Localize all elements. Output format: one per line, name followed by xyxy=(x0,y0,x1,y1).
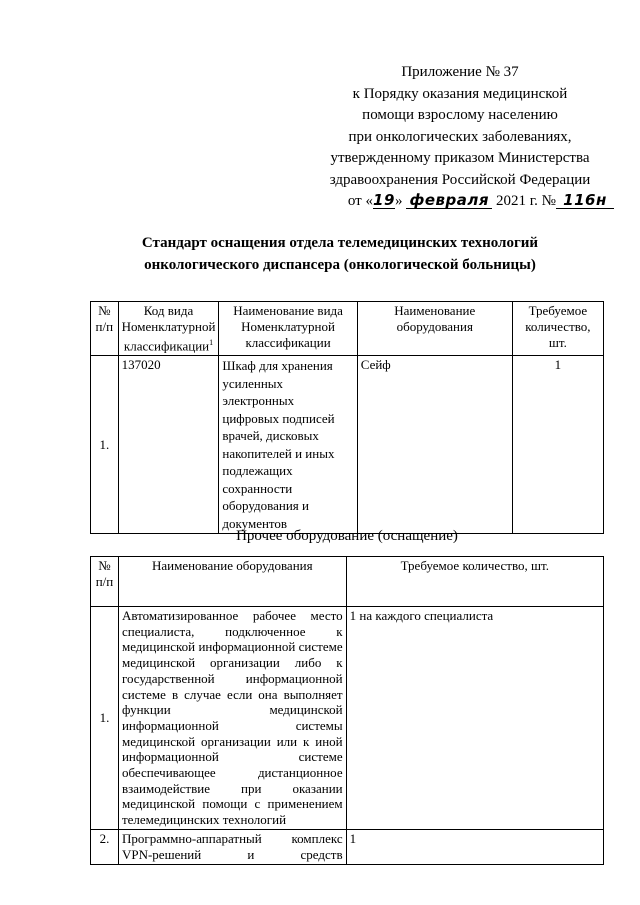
cell-kind: Шкаф для хранения усиленных электронных цифровых подписей врачей, дисковых накопителей и иных подлежащих сохранности оборудования и документов xyxy=(219,356,357,534)
appendix-header xyxy=(300,62,620,213)
header-num: № п/п xyxy=(91,557,119,607)
cell-num: 2. xyxy=(91,829,119,864)
title-line: Стандарт оснащения отдела телемедицинских технологий xyxy=(141,235,539,251)
table-row xyxy=(91,829,604,864)
table-header-row xyxy=(91,557,604,607)
header-qty: Требуемое количество, шт. xyxy=(512,302,603,356)
appendix-line: утвержденному приказом Министерства xyxy=(330,150,590,166)
cell-num: 1. xyxy=(91,356,119,534)
appendix-line: Приложение № 37 xyxy=(401,64,519,80)
equipment-standard-table xyxy=(90,301,604,534)
appendix-line: при онкологических заболеваниях, xyxy=(348,128,572,145)
appendix-line: здравоохранения Российской Федерации xyxy=(329,171,591,188)
header-code xyxy=(118,302,219,356)
appendix-line: к Порядку оказания медицинской xyxy=(352,85,568,102)
cell-qty: 1 на каждого специалиста xyxy=(346,607,603,830)
header-equipment: Наименование оборудования xyxy=(357,302,512,356)
cell-code: 137020 xyxy=(118,356,219,534)
cell-equipment: Сейф xyxy=(357,356,512,534)
date-mid: » xyxy=(394,193,407,209)
order-number-handwritten: 116н xyxy=(556,192,614,209)
cell-qty: 1 xyxy=(512,356,603,534)
appendix-line: помощи взрослому населению xyxy=(362,107,558,123)
cell-num: 1. xyxy=(91,607,119,830)
date-year: 2021 г. № xyxy=(492,193,556,209)
table-row xyxy=(91,356,604,534)
header-name: Наименование оборудования xyxy=(118,557,346,607)
title-line: онкологического диспансера (онкологической больницы) xyxy=(144,257,536,273)
document-title xyxy=(60,232,620,276)
date-day-handwritten: 19 xyxy=(373,191,395,209)
footnote-mark: 1 xyxy=(209,338,214,347)
table-header-row xyxy=(91,302,604,356)
other-equipment-table xyxy=(90,556,604,865)
header-num: № п/п xyxy=(91,302,119,356)
date-prefix: от « xyxy=(347,193,373,209)
header-code-label: Код вида Номенклатурной классификации xyxy=(121,303,216,354)
table-row xyxy=(91,607,604,830)
section-subtitle: Прочее оборудование (оснащение) xyxy=(236,528,458,544)
order-date-line xyxy=(300,191,620,213)
cell-qty: 1 xyxy=(346,829,603,864)
cell-name: Автоматизированное рабочее место специалиста, подключенное к медицинской информационной системе медицинской организации либо к государственной информационной системе в случае если она выполняет функции медицинской информационной системы медицинской организации или к иной информационной системе обеспечивающее дистанционное взаимодействие при оказании медицинской помощи с применением телемедицинских технологий xyxy=(118,607,346,830)
header-qty: Требуемое количество, шт. xyxy=(346,557,603,607)
date-month-handwritten: февраля xyxy=(406,192,492,209)
cell-name: Программно-аппаратный комплекс VPN-решений и средств xyxy=(118,829,346,864)
header-kind: Наименование вида Номенклатурной классификации xyxy=(219,302,357,356)
